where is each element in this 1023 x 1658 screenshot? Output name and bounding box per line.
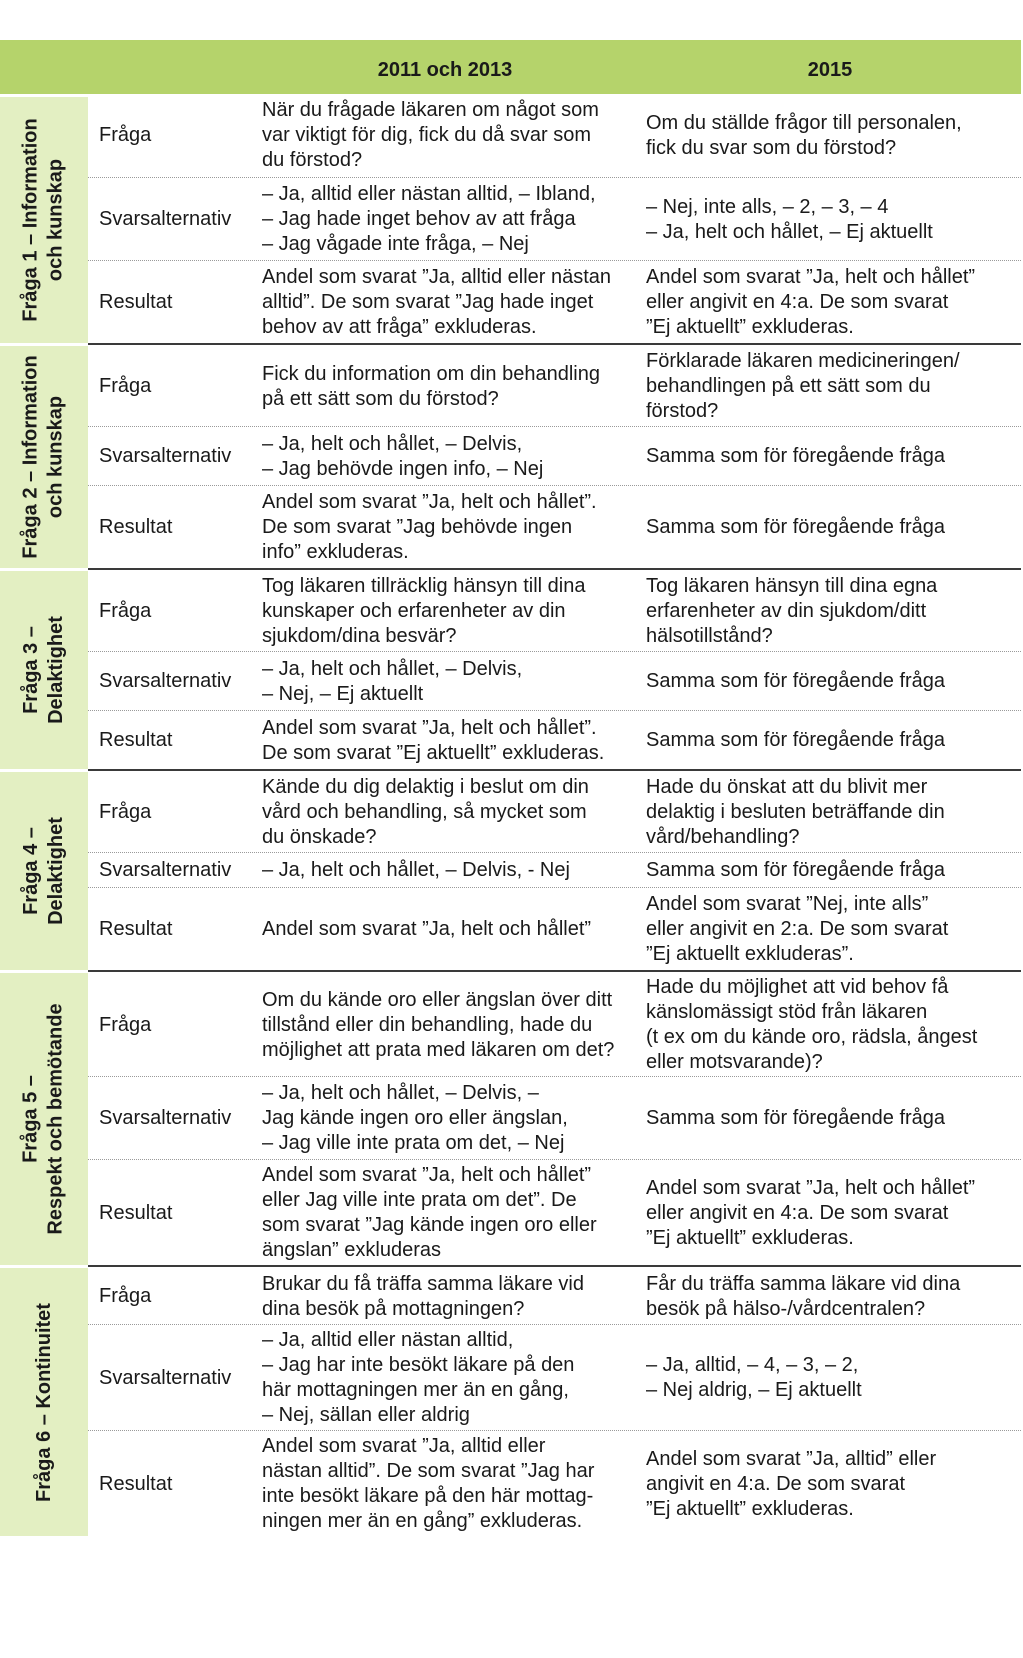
- row-type-label: Resultat: [99, 516, 173, 538]
- cell-text: Tog läkaren tillräcklig hänsyn till dina kunskaper och erfarenheter av din sjukdom/dina besvär?: [262, 575, 586, 647]
- cell-text: – Ja, helt och hållet, – Delvis, – Jag kände ingen oro eller ängslan, – Jag ville inte prata om det, – Nej: [262, 1082, 568, 1154]
- group-label-text: Fråga 6 – Kontinuitet: [32, 1302, 55, 1502]
- row-type-label: Resultat: [99, 918, 173, 940]
- group-label-text: Fråga 5 – Respekt och bemötande: [20, 1003, 68, 1235]
- cell-text: Hade du möjlighet att vid behov få känslomässigt stöd från läkaren (t ex om du kände oro, rädsla, ångest eller motsvarande)?: [646, 976, 978, 1073]
- cell-2015: [646, 261, 1016, 344]
- cell-text: – Ja, alltid eller nästan alltid, – Ibland, – Jag hade inget behov av att fråga – Jag vågade inte fråga, – Nej: [262, 183, 596, 255]
- cell-2015: [646, 972, 1016, 1078]
- table-row: [88, 1324, 1021, 1431]
- cell-text: Samma som för föregående fråga: [646, 729, 946, 751]
- cell-text: Förklarade läkaren medicineringen/ behandlingen på ett sätt som du förstod?: [646, 350, 960, 422]
- row-type-label: Resultat: [99, 1472, 173, 1495]
- row-type-label: Svarsalternativ: [99, 670, 232, 692]
- table-row: [88, 568, 1021, 653]
- row-type-label: Fråga: [99, 1285, 152, 1307]
- cell-text: Samma som för föregående fråga: [646, 670, 946, 692]
- cell-text: Kände du dig delaktig i beslut om din vård och behandling, så mycket som du önskade?: [262, 776, 589, 848]
- cell-2015: [646, 1160, 1016, 1266]
- question-group: [0, 343, 1021, 568]
- table-row: [88, 1159, 1021, 1266]
- cell-text: – Nej, inte alls, – 2, – 3, – 4 – Ja, helt och hållet, – Ej aktuellt: [646, 195, 933, 243]
- row-type-label: Svarsalternativ: [99, 445, 232, 467]
- table-row: [88, 887, 1021, 971]
- cell-2011-2013: [262, 1160, 634, 1266]
- table-row: [88, 177, 1021, 261]
- cell-text: Andel som svarat ”Ja, helt och hållet” eller Jag ville inte prata om det”. De som svarat ”Jag kände ingen oro eller ängslan” exkluderas: [262, 1164, 597, 1261]
- group-label-text: Fråga 2 – Information och kunskap: [20, 355, 67, 559]
- cell-2011-2013: [262, 1267, 634, 1326]
- table-body: [0, 94, 1021, 1536]
- cell-text: Brukar du få träffa samma läkare vid dina besök på mottagningen?: [262, 1272, 584, 1320]
- cell-2015: [646, 345, 1016, 428]
- table-row: [88, 852, 1021, 888]
- cell-text: Andel som svarat ”Ja, helt och hållet”: [262, 918, 592, 940]
- cell-text: Andel som svarat ”Ja, helt och hållet”. De som svarat ”Ej aktuellt” exkluderas.: [262, 716, 605, 764]
- table-row: [88, 710, 1021, 770]
- table-row: [88, 1076, 1021, 1160]
- cell-text: Om du ställde frågor till personalen, fick du svar som du förstod?: [646, 111, 962, 159]
- column-header-2015: 2015: [807, 59, 853, 81]
- group-label-text: Fråga 4 – Delaktighet: [20, 817, 67, 925]
- cell-2015: [646, 888, 1016, 971]
- group-label: [0, 769, 88, 970]
- table-row: [88, 1430, 1021, 1537]
- cell-2015: [646, 178, 1016, 261]
- cell-2015: [646, 1431, 1016, 1537]
- cell-2015: [646, 486, 1016, 569]
- cell-2011-2013: [262, 427, 634, 486]
- table-row: [88, 970, 1021, 1078]
- cell-text: Andel som svarat ”Ja, helt och hållet” eller angivit en 4:a. De som svarat ”Ej aktuellt” exkluderas.: [646, 1176, 976, 1249]
- row-type-label: Svarsalternativ: [99, 1366, 232, 1389]
- cell-2011-2013: [262, 1325, 634, 1431]
- row-type-label: Svarsalternativ: [99, 859, 232, 881]
- cell-2011-2013: [262, 94, 634, 177]
- group-label: [0, 1265, 88, 1536]
- cell-2015: [646, 1077, 1016, 1160]
- cell-2011-2013: [262, 652, 634, 711]
- table-row: [88, 426, 1021, 486]
- cell-2011-2013: [262, 1077, 634, 1160]
- group-label: [0, 568, 88, 769]
- cell-2011-2013: [262, 972, 634, 1078]
- cell-text: Om du kände oro eller ängslan över ditt tillstånd eller din behandling, hade du möjlighet att prata med läkaren om det?: [262, 988, 615, 1061]
- row-type-label: Fråga: [99, 801, 152, 823]
- cell-2011-2013: [262, 888, 634, 971]
- cell-text: Andel som svarat ”Ja, alltid eller nästan alltid”. De som svarat ”Jag hade inget behov av att fråga” exkluderas.: [262, 266, 612, 338]
- cell-2011-2013: [262, 1431, 634, 1537]
- group-label: [0, 343, 88, 568]
- question-group: [0, 568, 1021, 769]
- group-label-text: Fråga 1 – Information och kunskap: [20, 118, 67, 322]
- cell-text: Får du träffa samma läkare vid dina besök på hälso-/vårdcentralen?: [646, 1272, 961, 1320]
- cell-text: – Ja, alltid eller nästan alltid, – Jag har inte besökt läkare på den här mottagningen mer än en gång, – Nej, sällan eller aldrig: [262, 1329, 575, 1426]
- cell-2015: [646, 771, 1016, 854]
- question-group: [0, 94, 1021, 343]
- group-label: [0, 94, 88, 343]
- cell-text: Andel som svarat ”Nej, inte alls” eller angivit en 2:a. De som svarat ”Ej aktuellt exkluderas”.: [646, 893, 949, 965]
- comparison-table: [0, 40, 1021, 1536]
- cell-2015: [646, 1267, 1016, 1326]
- group-label: [0, 970, 88, 1265]
- cell-2011-2013: [262, 178, 634, 261]
- table-row: [88, 343, 1021, 428]
- cell-2011-2013: [262, 771, 634, 854]
- table-row: [88, 769, 1021, 854]
- cell-2015: [646, 853, 1016, 888]
- row-type-label: Fråga: [99, 124, 152, 146]
- column-header-2011-2013: 2011 och 2013: [377, 59, 513, 81]
- cell-2011-2013: [262, 711, 634, 770]
- cell-text: Andel som svarat ”Ja, alltid eller nästan alltid”. De som svarat ”Jag har inte besökt läkare på den här mottag- ningen mer än en gång” exkluderas.: [262, 1435, 595, 1532]
- cell-text: – Ja, alltid, – 4, – 3, – 2, – Nej aldrig, – Ej aktuellt: [646, 1354, 862, 1401]
- cell-2011-2013: [262, 345, 634, 428]
- cell-2011-2013: [262, 853, 634, 888]
- cell-2015: [646, 427, 1016, 486]
- cell-2015: [646, 570, 1016, 653]
- table-header: [0, 40, 1021, 94]
- row-type-label: Svarsalternativ: [99, 208, 232, 230]
- cell-text: Andel som svarat ”Ja, helt och hållet”. De som svarat ”Jag behövde ingen info” exkluderas.: [262, 491, 597, 563]
- question-group: [0, 769, 1021, 970]
- cell-2011-2013: [262, 486, 634, 569]
- cell-text: – Ja, helt och hållet, – Delvis, – Jag behövde ingen info, – Nej: [262, 432, 544, 480]
- row-type-label: Resultat: [99, 291, 173, 313]
- row-type-label: Svarsalternativ: [99, 1107, 232, 1129]
- question-group: [0, 1265, 1021, 1536]
- table-row: [88, 260, 1021, 344]
- cell-text: – Ja, helt och hållet, – Delvis, - Nej: [262, 859, 570, 881]
- table-row: [88, 485, 1021, 569]
- cell-2015: [646, 1325, 1016, 1431]
- table-row: [88, 1265, 1021, 1326]
- row-type-label: Fråga: [99, 600, 152, 622]
- cell-text: När du frågade läkaren om något som var viktigt för dig, fick du då svar som du förstod?: [262, 99, 599, 171]
- cell-text: Andel som svarat ”Ja, helt och hållet” eller angivit en 4:a. De som svarat ”Ej aktuellt” exkluderas.: [646, 266, 976, 338]
- cell-2011-2013: [262, 261, 634, 344]
- cell-text: Fick du information om din behandling på ett sätt som du förstod?: [262, 362, 600, 410]
- cell-text: Samma som för föregående fråga: [646, 859, 946, 881]
- cell-2015: [646, 711, 1016, 770]
- cell-text: Andel som svarat ”Ja, alltid” eller angivit en 4:a. De som svarat ”Ej aktuellt” exkluderas.: [646, 1447, 937, 1520]
- row-type-label: Resultat: [99, 729, 173, 751]
- cell-text: Samma som för föregående fråga: [646, 445, 946, 467]
- question-group: [0, 970, 1021, 1265]
- cell-text: Tog läkaren hänsyn till dina egna erfarenheter av din sjukdom/ditt hälsotillstånd?: [646, 575, 938, 647]
- cell-2011-2013: [262, 570, 634, 653]
- cell-text: – Ja, helt och hållet, – Delvis, – Nej, – Ej aktuellt: [262, 657, 523, 705]
- cell-text: Samma som för föregående fråga: [646, 1107, 946, 1129]
- row-type-label: Fråga: [99, 375, 152, 397]
- cell-text: Samma som för föregående fråga: [646, 516, 946, 538]
- cell-text: Hade du önskat att du blivit mer delaktig i besluten beträffande din vård/behandling?: [646, 776, 945, 848]
- cell-2015: [646, 94, 1016, 177]
- row-type-label: Fråga: [99, 1013, 152, 1036]
- group-label-text: Fråga 3 – Delaktighet: [20, 616, 67, 724]
- cell-2015: [646, 652, 1016, 711]
- table-row: [88, 651, 1021, 711]
- row-type-label: Resultat: [99, 1201, 173, 1224]
- table-row: [88, 94, 1021, 177]
